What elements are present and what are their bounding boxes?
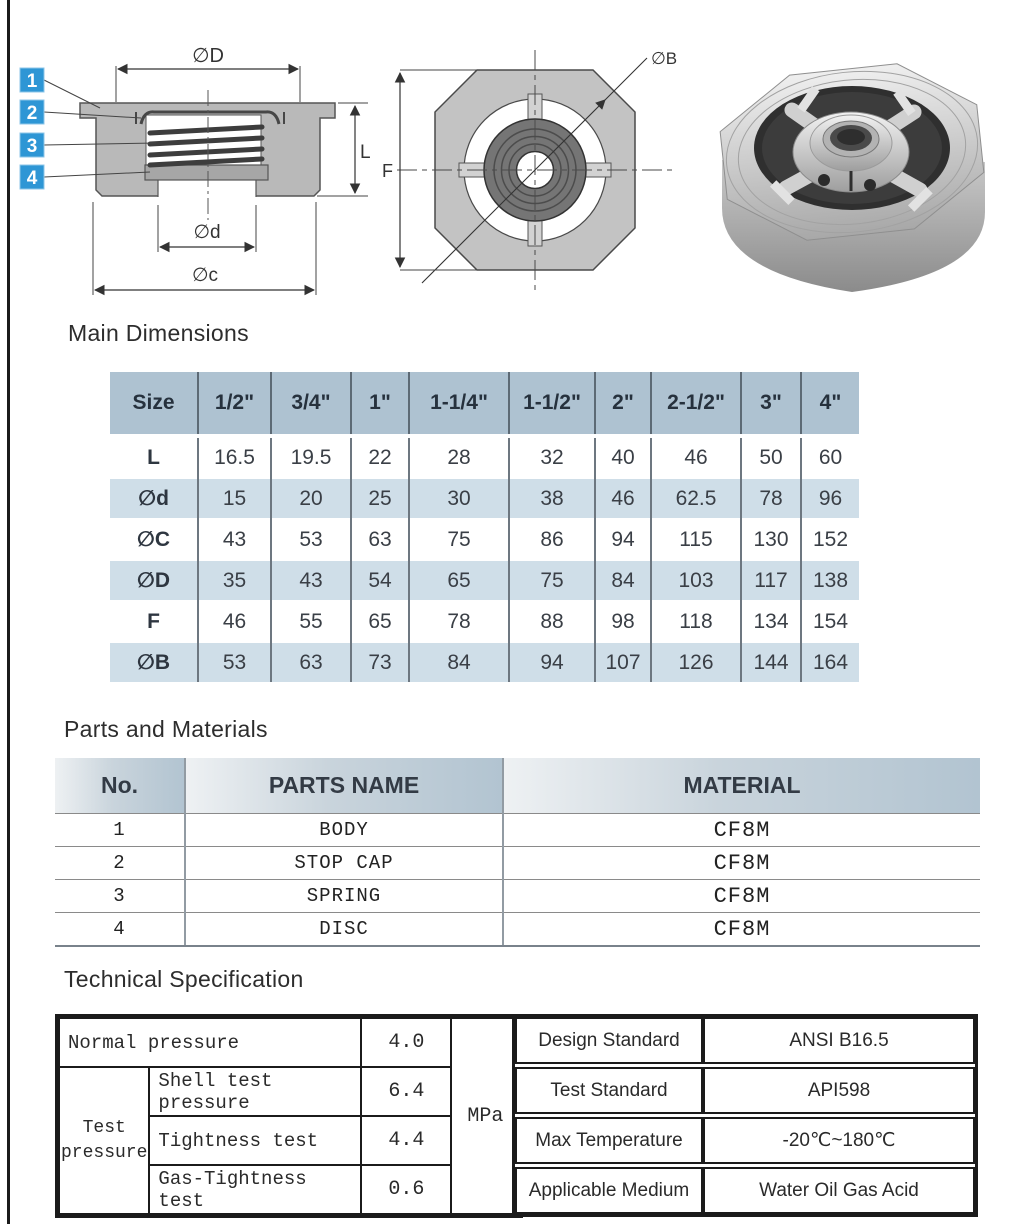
dim-header-size: Size bbox=[110, 372, 198, 436]
front-view-drawing bbox=[372, 42, 707, 304]
part-material: CF8M bbox=[503, 880, 980, 913]
parts-row bbox=[55, 913, 980, 947]
gas-tightness-label: Gas-Tightness test bbox=[149, 1165, 361, 1214]
parts-row bbox=[55, 847, 980, 880]
standards-spec-table-wrap bbox=[512, 1014, 978, 1217]
dim-cell: 96 bbox=[801, 478, 859, 519]
dim-cell: 60 bbox=[801, 436, 859, 478]
design-standard-value: ANSI B16.5 bbox=[703, 1017, 975, 1064]
dim-cell: 88 bbox=[509, 601, 595, 642]
dim-cell: 35 bbox=[198, 560, 271, 601]
parts-materials-table bbox=[55, 758, 980, 947]
callout-1-number: 1 bbox=[26, 71, 38, 92]
dim-header-col: 1" bbox=[351, 372, 409, 436]
tightness-test-value: 4.4 bbox=[361, 1116, 451, 1165]
dim-label-L: L bbox=[360, 142, 371, 163]
dim-cell: 115 bbox=[651, 519, 741, 560]
parts-header-name: PARTS NAME bbox=[185, 758, 503, 814]
main-dimensions-heading: Main Dimensions bbox=[68, 320, 249, 346]
part-material: CF8M bbox=[503, 847, 980, 880]
dim-header-col: 1-1/2" bbox=[509, 372, 595, 436]
dim-cell: 25 bbox=[351, 478, 409, 519]
applicable-medium-label: Applicable Medium bbox=[515, 1167, 703, 1214]
dim-label-OB: ∅B bbox=[651, 49, 678, 68]
dim-cell: 126 bbox=[651, 642, 741, 682]
parts-materials-heading: Parts and Materials bbox=[64, 716, 268, 742]
parts-row bbox=[55, 880, 980, 913]
section-view-drawing bbox=[8, 38, 383, 318]
dim-cell: 50 bbox=[741, 436, 801, 478]
dim-cell: 84 bbox=[595, 560, 651, 601]
disc-section bbox=[145, 165, 268, 180]
dim-cell: 15 bbox=[198, 478, 271, 519]
dim-cell: 164 bbox=[801, 642, 859, 682]
dim-cell: 46 bbox=[595, 478, 651, 519]
dim-cell: 103 bbox=[651, 560, 741, 601]
dim-cell: 154 bbox=[801, 601, 859, 642]
dim-cell: 53 bbox=[271, 519, 351, 560]
dim-cell: 53 bbox=[198, 642, 271, 682]
parts-header-material: MATERIAL bbox=[503, 758, 980, 814]
design-standard-label: Design Standard bbox=[515, 1017, 703, 1064]
dim-cell: 130 bbox=[741, 519, 801, 560]
dim-cell: 94 bbox=[509, 642, 595, 682]
parts-header-no: No. bbox=[55, 758, 185, 814]
dim-cell: 63 bbox=[351, 519, 409, 560]
part-name: BODY bbox=[185, 814, 503, 847]
technical-spec-heading: Technical Specification bbox=[64, 966, 304, 992]
applicable-medium-value: Water Oil Gas Acid bbox=[703, 1167, 975, 1214]
pressure-spec-table-wrap bbox=[55, 1014, 523, 1218]
dim-cell: 75 bbox=[509, 560, 595, 601]
dim-cell: 98 bbox=[595, 601, 651, 642]
dim-header-col: 1-1/4" bbox=[409, 372, 509, 436]
callout-3-number: 3 bbox=[26, 136, 38, 157]
part-name: DISC bbox=[185, 913, 503, 947]
dim-label-F: F bbox=[382, 161, 393, 181]
dim-cell: 32 bbox=[509, 436, 595, 478]
spec-row bbox=[515, 1167, 975, 1214]
dim-cell: 43 bbox=[271, 560, 351, 601]
dim-cell: 65 bbox=[409, 560, 509, 601]
part-no: 2 bbox=[55, 847, 185, 880]
dim-label-Od: ∅d bbox=[193, 222, 221, 243]
dim-cell: 28 bbox=[409, 436, 509, 478]
dim-cell: 19.5 bbox=[271, 436, 351, 478]
dim-row-label: ∅B bbox=[110, 642, 198, 682]
dim-cell: 54 bbox=[351, 560, 409, 601]
callout-1 bbox=[20, 68, 44, 92]
dim-cell: 65 bbox=[351, 601, 409, 642]
max-temperature-label: Max Temperature bbox=[515, 1117, 703, 1164]
part-name: SPRING bbox=[185, 880, 503, 913]
dim-cell: 46 bbox=[651, 436, 741, 478]
test-standard-value: API598 bbox=[703, 1067, 975, 1114]
dim-row-OD bbox=[110, 560, 859, 601]
standards-spec-table bbox=[515, 1014, 975, 1217]
dim-header-col: 1/2" bbox=[198, 372, 271, 436]
dim-cell: 84 bbox=[409, 642, 509, 682]
dim-cell: 78 bbox=[741, 478, 801, 519]
normal-pressure-label: Normal pressure bbox=[59, 1018, 361, 1067]
dim-cell: 144 bbox=[741, 642, 801, 682]
dim-cell: 86 bbox=[509, 519, 595, 560]
dim-cell: 138 bbox=[801, 560, 859, 601]
dim-cell: 63 bbox=[271, 642, 351, 682]
dim-row-OC bbox=[110, 519, 859, 560]
dim-cell: 152 bbox=[801, 519, 859, 560]
dim-row-L bbox=[110, 436, 859, 478]
dim-cell: 30 bbox=[409, 478, 509, 519]
dim-cell: 20 bbox=[271, 478, 351, 519]
dim-cell: 43 bbox=[198, 519, 271, 560]
dim-row-F bbox=[110, 601, 859, 642]
dim-header-col: 2" bbox=[595, 372, 651, 436]
dim-label-Oc: ∅c bbox=[191, 265, 219, 286]
dim-cell: 134 bbox=[741, 601, 801, 642]
dim-cell: 62.5 bbox=[651, 478, 741, 519]
part-material: CF8M bbox=[503, 814, 980, 847]
dim-header-col: 3" bbox=[741, 372, 801, 436]
dim-cell: 73 bbox=[351, 642, 409, 682]
dim-row-OB bbox=[110, 642, 859, 682]
dim-cell: 117 bbox=[741, 560, 801, 601]
normal-pressure-value: 4.0 bbox=[361, 1018, 451, 1067]
callout-4 bbox=[20, 165, 44, 189]
shell-test-label: Shell test pressure bbox=[149, 1067, 361, 1116]
valve-photo bbox=[700, 40, 1008, 305]
dim-cell: 55 bbox=[271, 601, 351, 642]
dim-row-label: L bbox=[147, 445, 160, 469]
spec-row bbox=[515, 1117, 975, 1164]
dim-cell: 22 bbox=[351, 436, 409, 478]
dome-hole bbox=[837, 129, 865, 145]
gas-tightness-value: 0.6 bbox=[361, 1165, 451, 1214]
spec-row bbox=[59, 1018, 519, 1067]
dim-cell: 40 bbox=[595, 436, 651, 478]
shell-test-value: 6.4 bbox=[361, 1067, 451, 1116]
max-temperature-value: -20℃~180℃ bbox=[703, 1117, 975, 1164]
spec-row bbox=[515, 1067, 975, 1114]
dim-cell: 46 bbox=[198, 601, 271, 642]
dim-row-Od bbox=[110, 478, 859, 519]
dim-cell: 94 bbox=[595, 519, 651, 560]
part-material: CF8M bbox=[503, 913, 980, 947]
dim-header-col: 4" bbox=[801, 372, 859, 436]
dim-cell: 107 bbox=[595, 642, 651, 682]
callout-2-number: 2 bbox=[26, 103, 38, 124]
dim-row-label: ∅d bbox=[110, 478, 198, 519]
main-dimensions-table bbox=[110, 372, 859, 682]
test-pressure-label: Test pressure bbox=[59, 1067, 149, 1214]
dim-label-OD: ∅D bbox=[192, 45, 224, 67]
parts-row bbox=[55, 814, 980, 847]
dim-header-col: 3/4" bbox=[271, 372, 351, 436]
dim-row-label: ∅D bbox=[110, 560, 198, 601]
parts-header-row bbox=[55, 758, 980, 814]
spec-row bbox=[59, 1067, 519, 1116]
tightness-test-label: Tightness test bbox=[149, 1116, 361, 1165]
part-no: 3 bbox=[55, 880, 185, 913]
dim-cell: 38 bbox=[509, 478, 595, 519]
dim-cell: 78 bbox=[409, 601, 509, 642]
pressure-unit: MPa bbox=[451, 1018, 519, 1214]
spec-row bbox=[515, 1017, 975, 1064]
test-standard-label: Test Standard bbox=[515, 1067, 703, 1114]
callout-3 bbox=[20, 133, 44, 157]
dim-cell: 118 bbox=[651, 601, 741, 642]
dim-cell: 75 bbox=[409, 519, 509, 560]
part-no: 4 bbox=[55, 913, 185, 947]
pressure-spec-table bbox=[58, 1017, 520, 1215]
callout-4-number: 4 bbox=[26, 168, 38, 189]
dim-header-row bbox=[110, 372, 859, 436]
dim-row-label: ∅C bbox=[110, 519, 198, 560]
dim-cell: 16.5 bbox=[198, 436, 271, 478]
part-name: STOP CAP bbox=[185, 847, 503, 880]
part-no: 1 bbox=[55, 814, 185, 847]
callout-2 bbox=[20, 100, 44, 124]
dim-row-label: F bbox=[110, 601, 198, 642]
dim-header-col: 2-1/2" bbox=[651, 372, 741, 436]
